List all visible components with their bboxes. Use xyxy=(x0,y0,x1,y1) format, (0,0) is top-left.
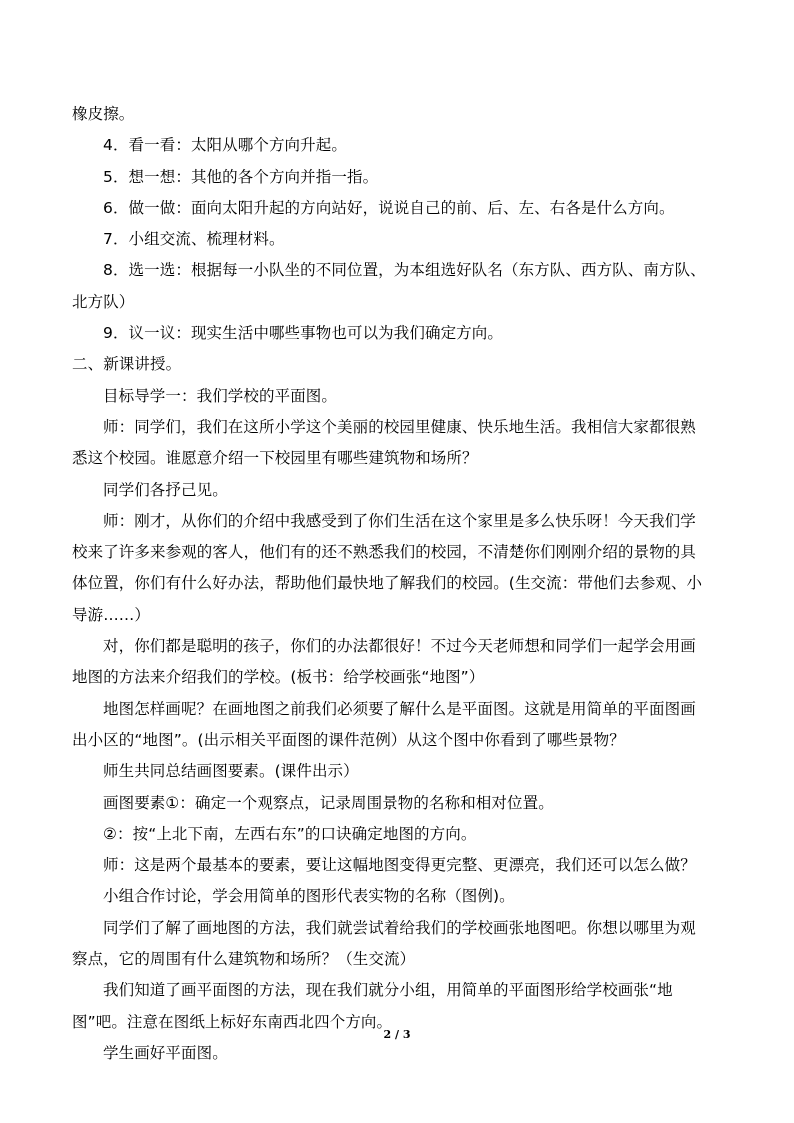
text-line: 师：这是两个最基本的要素，要让这幅地图变得更完整、更漂亮，我们还可以怎么做？ xyxy=(103,856,696,875)
text-line: 小组合作讨论，学会用简单的图形代表实物的名称（图例)。 xyxy=(103,887,515,906)
text-line: 出小区的“地图”。(出示相关平面图的课件范例）从这个图中你看到了哪些景物？ xyxy=(72,730,625,749)
text-line: 8．选一选：根据每一小队坐的不同位置，为本组选好队名（东方队、西方队、南方队、 xyxy=(103,261,706,280)
text-line: 我们知道了画平面图的方法，现在我们就分小组，用简单的平面图形给学校画张“地 xyxy=(103,981,673,1000)
text-line: 地图怎样画呢？在画地图之前我们必须要了解什么是平面图。这就是用简单的平面图画 xyxy=(103,699,696,718)
text-line: 校来了许多来参观的客人，他们有的还不熟悉我们的校园，不清楚你们刚刚介绍的景物的具 xyxy=(72,543,697,562)
document-body xyxy=(72,99,722,1069)
subsection-heading: 目标导学一：我们学校的平面图。 xyxy=(103,386,338,405)
text-line: 体位置，你们有什么好办法，帮助他们最快地了解我们的校园。(生交流：带他们去参观、小 xyxy=(72,574,703,593)
text-line: 地图的方法来介绍我们的学校。(板书：给学校画张“地图”） xyxy=(72,668,485,687)
text-line: 师：同学们，我们在这所小学这个美丽的校园里健康、快乐地生活。我相信大家都很熟 xyxy=(103,417,696,436)
text-line: 4．看一看：太阳从哪个方向升起。 xyxy=(103,136,347,155)
text-line: 师：刚才，从你们的介绍中我感受到了你们生活在这个家里是多么快乐呀！今天我们学 xyxy=(103,511,696,530)
text-line: 对，你们都是聪明的孩子，你们的办法都很好！不过今天老师想和同学们一起学会用画 xyxy=(103,637,696,656)
text-line: 悉这个校园。谁愿意介绍一下校园里有哪些建筑物和场所？ xyxy=(72,449,478,468)
text-line: 6．做一做：面向太阳升起的方向站好，说说自己的前、后、左、右各是什么方向。 xyxy=(103,198,675,217)
text-line: ②：按“上北下南，左西右东”的口诀确定地图的方向。 xyxy=(103,824,477,843)
text-line: 同学们各抒己见。 xyxy=(103,480,228,499)
text-line: 画图要素①：确定一个观察点，记录周围景物的名称和相对位置。 xyxy=(103,793,554,812)
section-heading: 二、新课讲授。 xyxy=(72,355,182,374)
text-line: 导游……） xyxy=(72,605,151,624)
page-number: 2 / 3 xyxy=(383,1028,411,1041)
text-line: 5．想一想：其他的各个方向并指一指。 xyxy=(103,167,379,186)
text-line: 察点，它的周围有什么建筑物和场所？（生交流） xyxy=(72,950,416,969)
text-line: 北方队） xyxy=(72,292,135,311)
text-line: 学生画好平面图。 xyxy=(103,1043,228,1062)
text-line: 师生共同总结画图要素。(课件出示） xyxy=(103,762,359,781)
text-line: 橡皮擦。 xyxy=(72,105,135,123)
text-line: 同学们了解了画地图的方法，我们就尝试着给我们的学校画张地图吧。你想以哪里为观 xyxy=(103,918,696,937)
text-line: 7．小组交流、梳理材料。 xyxy=(103,230,285,249)
text-line: 9．议一议：现实生活中哪些事物也可以为我们确定方向。 xyxy=(103,324,503,343)
text-line: 图”吧。注意在图纸上标好东南西北四个方向。 xyxy=(72,1012,393,1031)
